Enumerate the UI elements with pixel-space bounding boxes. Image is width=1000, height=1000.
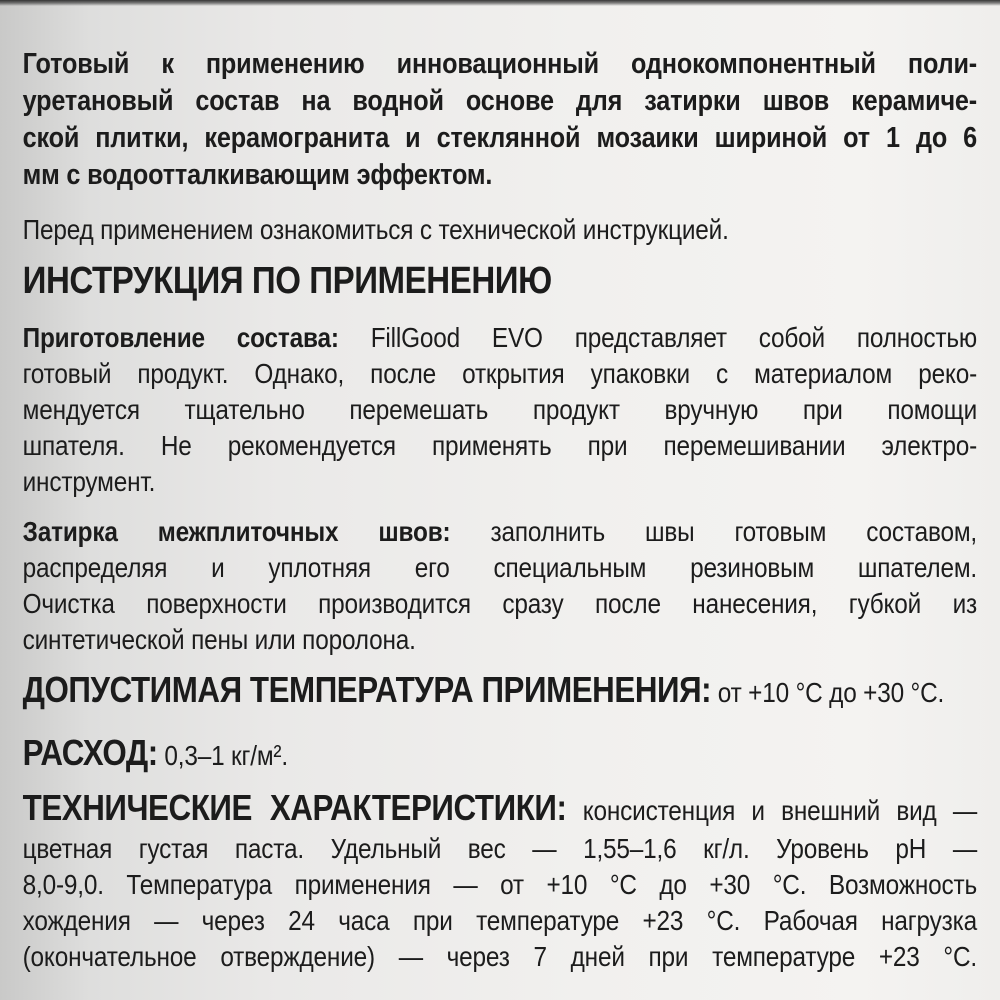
intro-paragraph [23, 46, 977, 194]
consumption-line [23, 733, 977, 776]
temperature-line-text [23, 670, 977, 713]
preparation-line-1-text: FillGood EVO представляет собой полностью [370, 322, 978, 353]
preparation-lead: Приготовление состава: [22, 322, 339, 353]
consumption-line-text [23, 733, 977, 776]
specs-line-4: хождения — через 24 часа при температуре +23 °С. Рабочая нагрузка [22, 905, 978, 936]
grouting-line-3: Очистка поверхности производится сразу после нанесения, губкой из [22, 588, 978, 619]
specs-line-1 [23, 788, 977, 831]
pre-use-note [23, 212, 977, 248]
temperature-line [23, 670, 977, 713]
specs-line-1-text: консистенция и внешний вид — [582, 795, 978, 826]
intro-line-3: ской плитки, керамогранита и стеклянной мозаики шириной от 1 до 6 [22, 122, 978, 154]
preparation-line-2: готовый продукт. Однако, после открытия упаковки с материалом реко- [22, 358, 978, 389]
preparation-line-3: мендуется тщательно перемешать продукт вручную при помощи [22, 394, 978, 425]
specs-line-3: 8,0-9,0. Температура применения — от +10 °С до +30 °С. Возможность [22, 869, 978, 900]
specs-paragraph [23, 788, 977, 975]
grouting-line-2: распределяя и уплотняя его специальным резиновым шпателем. [22, 552, 978, 583]
specs-line-2: цветная густая паста. Удельный вес — 1,55–1,6 кг/л. Уровень рН — [22, 833, 978, 864]
temperature-value: от +10 °С до +30 °С. [717, 677, 945, 708]
consumption-lead: РАСХОД: [22, 732, 158, 773]
intro-line-4: мм с водоотталкивающим эффектом. [22, 159, 493, 191]
intro-line-2: уретановый состав на водной основе для затирки швов керамиче- [22, 85, 978, 117]
preparation-line-4: шпателя. Не рекомендуется применять при перемешивании электро- [22, 430, 978, 461]
grouting-lead: Затирка межплиточных швов: [22, 516, 451, 547]
section-heading: ИНСТРУКЦИЯ ПО ПРИМЕНЕНИЮ [22, 260, 552, 302]
preparation-paragraph [23, 320, 977, 500]
label-text-sheet [0, 46, 1000, 975]
temperature-lead: ДОПУСТИМАЯ ТЕМПЕРАТУРА ПРИМЕНЕНИЯ: [22, 669, 712, 710]
preparation-line-1 [23, 320, 977, 356]
grouting-paragraph [23, 514, 977, 658]
pre-use-note-line: Перед применением ознакомиться с технической инструкцией. [22, 214, 729, 245]
preparation-line-5: инструмент. [22, 466, 156, 497]
consumption-value: 0,3–1 кг/м². [164, 740, 288, 771]
grouting-line-4: синтетической пены или поролона. [22, 624, 416, 655]
specs-lead: ТЕХНИЧЕСКИЕ ХАРАКТЕРИСТИКИ: [22, 787, 567, 828]
specs-line-5: (окончательное отверждение) — через 7 дней при температуре +23 °С. [22, 941, 978, 972]
intro-line-1: Готовый к применению инновационный однокомпонентный поли- [22, 48, 978, 80]
grouting-line-1-text: заполнить швы готовым составом, [490, 516, 977, 547]
grouting-line-1 [23, 514, 977, 550]
